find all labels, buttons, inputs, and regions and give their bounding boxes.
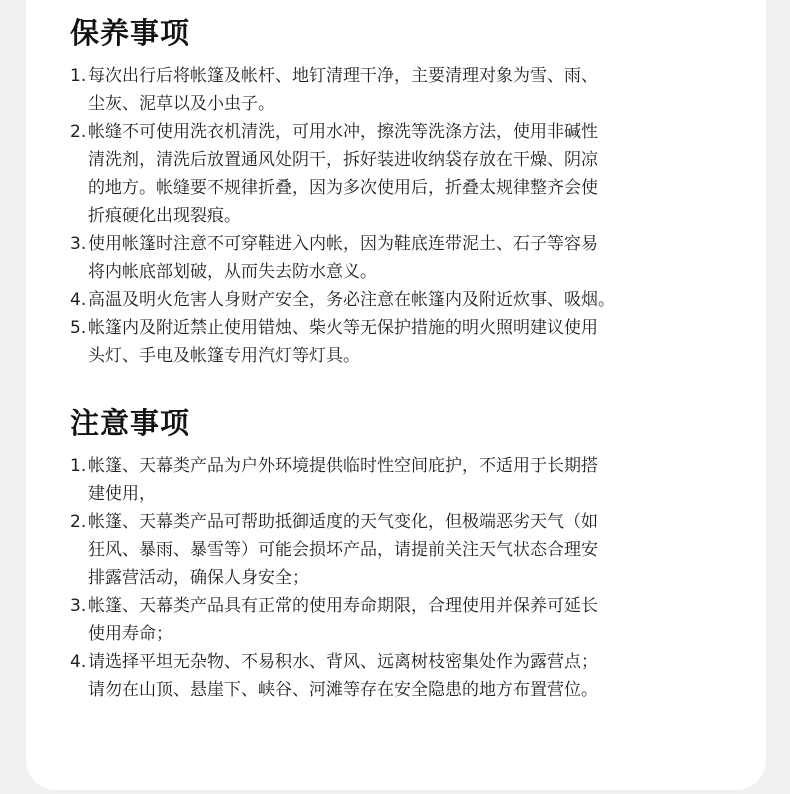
item-number: 2. <box>70 512 87 532</box>
item-text-line: 将内帐底部划破，从而失去防水意义。 <box>88 262 377 282</box>
item-text-line: 排露营活动，确保人身安全； <box>88 568 309 588</box>
item-number: 5. <box>70 318 87 338</box>
item-number: 3. <box>70 596 87 616</box>
item-number: 1. <box>70 66 87 86</box>
item-text-line: 帐篷、天幕类产品为户外环境提供临时性空间庇护，不适用于长期搭 <box>88 456 598 476</box>
item-text-line: 头灯、手电及帐篷专用汽灯等灯具。 <box>88 346 360 366</box>
care-list <box>70 62 710 370</box>
list-item <box>70 314 710 370</box>
list-item <box>70 286 710 314</box>
item-text-line: 帐篷、天幕类产品可帮助抵御适度的天气变化，但极端恶劣天气（如 <box>88 512 598 532</box>
item-text-line: 狂风、暴雨、暴雪等）可能会损坏产品，请提前关注天气状态合理安 <box>88 540 598 560</box>
notice-heading: 注意事项 <box>70 406 191 440</box>
item-text-line: 帐篷、天幕类产品具有正常的使用寿命期限，合理使用并保养可延长 <box>88 596 598 616</box>
item-text-line: 尘灰、泥草以及小虫子。 <box>88 94 275 114</box>
item-text-line: 使用寿命； <box>88 624 173 644</box>
notice-section <box>70 404 710 704</box>
list-item <box>70 508 710 592</box>
care-heading: 保养事项 <box>70 16 191 50</box>
item-number: 4. <box>70 652 87 672</box>
item-text-line: 建使用， <box>88 484 156 504</box>
item-text-line: 请选择平坦无杂物、不易积水、背风、远离树枝密集处作为露营点； <box>88 652 598 672</box>
item-text-line: 的地方。帐缝要不规律折叠，因为多次使用后，折叠太规律整齐会使 <box>88 178 598 198</box>
item-text-line: 使用帐篷时注意不可穿鞋进入内帐，因为鞋底连带泥土、石子等容易 <box>88 234 598 254</box>
item-number: 3. <box>70 234 87 254</box>
item-text-line: 清洗剂，清洗后放置通风处阴干，拆好装进收纳袋存放在干燥、阴凉 <box>88 150 598 170</box>
item-number: 1. <box>70 456 87 476</box>
item-text-line: 请勿在山顶、悬崖下、峡谷、河滩等存在安全隐患的地方布置营位。 <box>88 680 598 700</box>
item-text-line: 折痕硬化出现裂痕。 <box>88 206 241 226</box>
list-item <box>70 648 710 704</box>
item-text-line: 帐篷内及附近禁止使用错烛、柴火等无保护措施的明火照明建议使用 <box>88 318 598 338</box>
list-item <box>70 592 710 648</box>
notice-list <box>70 452 710 704</box>
item-text-line: 高温及明火危害人身财产安全，务必注意在帐篷内及附近炊事、吸烟。 <box>88 290 615 310</box>
list-item <box>70 62 710 118</box>
item-text-line: 帐缝不可使用洗衣机清洗，可用水冲，擦洗等洗涤方法，使用非碱性 <box>88 122 598 142</box>
item-number: 4. <box>70 290 87 310</box>
list-item <box>70 118 710 230</box>
care-section <box>70 14 710 370</box>
list-item <box>70 452 710 508</box>
list-item <box>70 230 710 286</box>
item-text-line: 每次出行后将帐篷及帐杆、地钉清理干净，主要清理对象为雪、雨、 <box>88 66 598 86</box>
item-number: 2. <box>70 122 87 142</box>
